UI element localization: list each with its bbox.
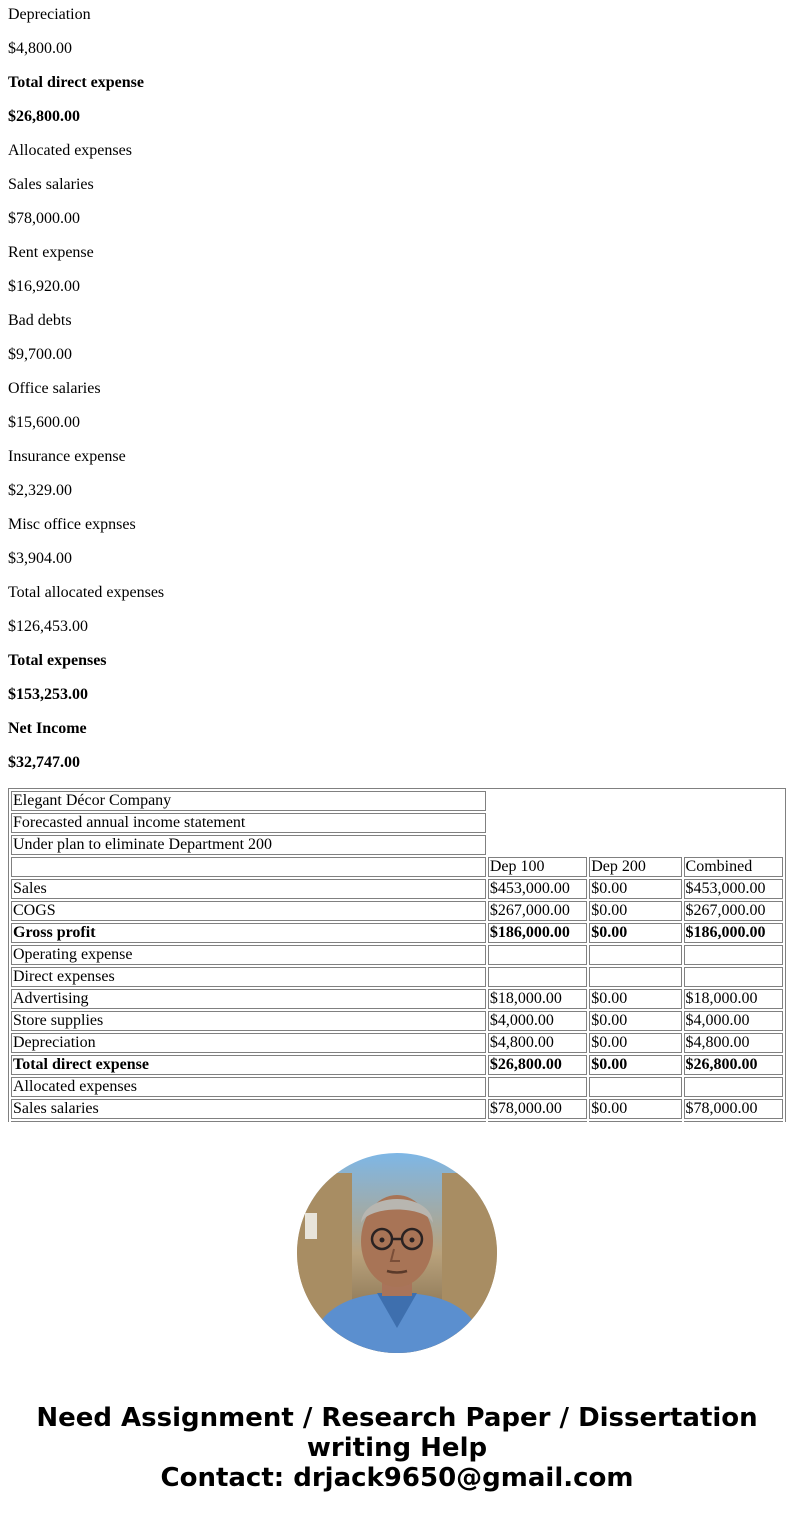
table-title-row [11,791,783,811]
dep-100-cell: $186,000.00 [488,923,587,943]
row-label-cell: Operating expense [11,945,486,965]
combined-cell [684,967,783,987]
paragraph: $4,800.00 [8,40,72,57]
avatar-portrait [297,1153,497,1353]
table-row [11,967,783,987]
dep-100-cell: $78,000.00 [488,1099,587,1119]
paragraph: $153,253.00 [8,686,88,703]
combined-cell: $26,800.00 [684,1055,783,1075]
table-row [11,901,783,921]
combined-cell: $4,000.00 [684,1011,783,1031]
dep-100-cell: $26,800.00 [488,1055,587,1075]
table-title-row [11,835,783,855]
table-row [11,1011,783,1031]
combined-cell: $18,000.00 [684,989,783,1009]
row-label-cell: Allocated expenses [11,1077,486,1097]
dep-200-cell: $0.00 [589,879,681,899]
dep-100-cell [488,967,587,987]
promo-line: Need Assignment / Research Paper / Dissertation [36,1403,758,1433]
paragraph: Net Income [8,720,87,737]
statement-title-cell: Forecasted annual income statement [11,813,486,833]
income-statement-table [8,788,786,1122]
header-cell [11,857,486,877]
dep-200-cell [589,945,681,965]
dep-200-cell: $0.00 [589,989,681,1009]
dep-200-cell: $0.00 [589,1099,681,1119]
row-label-cell: Store supplies [11,1011,486,1031]
table-row [11,1121,783,1122]
author-avatar [297,1153,497,1353]
row-label-cell: COGS [11,901,486,921]
table-header-row [11,857,783,877]
table-row [11,989,783,1009]
paragraph: Total allocated expenses [8,584,165,601]
income-statement-table-viewport[interactable] [8,788,786,1122]
paragraph: Allocated expenses [8,142,132,159]
row-label-cell: Direct expenses [11,967,486,987]
promo-line: writing Help [306,1433,488,1463]
table-row [11,1033,783,1053]
row-label-cell: Advertising [11,989,486,1009]
dep-100-cell: $4,000.00 [488,1011,587,1031]
table-row [11,1077,783,1097]
dep-100-cell: $4,800.00 [488,1033,587,1053]
paragraph: Sales salaries [8,176,94,193]
paragraph: Total direct expense [8,74,144,91]
paragraph: $78,000.00 [8,210,80,227]
combined-cell: $78,000.00 [684,1099,783,1119]
paragraph: $2,329.00 [8,482,72,499]
combined-cell [684,1121,783,1122]
combined-cell: $453,000.00 [684,879,783,899]
dep-200-cell: $0.00 [589,1055,681,1075]
header-cell-dep-100: Dep 100 [488,857,587,877]
table-row [11,923,783,943]
table-row [11,879,783,899]
paragraph: Total expenses [8,652,107,669]
combined-cell [684,945,783,965]
row-label-cell: Depreciation [11,1033,486,1053]
row-label-cell: Sales salaries [11,1099,486,1119]
row-label-cell: Total direct expense [11,1055,486,1075]
combined-cell: $267,000.00 [684,901,783,921]
table-row [11,1055,783,1075]
dep-100-cell: $18,000.00 [488,989,587,1009]
promo-banner [0,1403,794,1493]
table-row [11,1099,783,1119]
paragraph: $126,453.00 [8,618,88,635]
header-cell-combined: Combined [684,857,783,877]
dep-200-cell: $0.00 [589,1011,681,1031]
table-row [11,945,783,965]
dep-200-cell [589,1121,681,1122]
table-title-row [11,813,783,833]
dep-200-cell: $0.00 [589,1033,681,1053]
paragraph: $3,904.00 [8,550,72,567]
company-name-cell: Elegant Décor Company [11,791,486,811]
row-label-cell [11,1121,486,1122]
dep-100-cell: $453,000.00 [488,879,587,899]
dep-100-cell [488,1121,587,1122]
paragraph: Insurance expense [8,448,126,465]
paragraph: $16,920.00 [8,278,80,295]
paragraph: $15,600.00 [8,414,80,431]
row-label-cell: Gross profit [11,923,486,943]
paragraph: Depreciation [8,6,91,23]
dep-200-cell: $0.00 [589,901,681,921]
combined-cell [684,1077,783,1097]
paragraph: $32,747.00 [8,754,80,771]
combined-cell: $186,000.00 [684,923,783,943]
paragraph: Office salaries [8,380,101,397]
dep-200-cell [589,967,681,987]
plan-title-cell: Under plan to eliminate Department 200 [11,835,486,855]
dep-200-cell [589,1077,681,1097]
paragraph: $26,800.00 [8,108,80,125]
paragraph: Rent expense [8,244,94,261]
promo-contact-line: Contact: drjack9650@gmail.com [160,1463,634,1493]
dep-200-cell: $0.00 [589,923,681,943]
dep-100-cell: $267,000.00 [488,901,587,921]
header-cell-dep-200: Dep 200 [589,857,681,877]
paragraph: Misc office expnses [8,516,136,533]
combined-cell: $4,800.00 [684,1033,783,1053]
paragraph: Bad debts [8,312,72,329]
row-label-cell: Sales [11,879,486,899]
dep-100-cell [488,1077,587,1097]
paragraph: $9,700.00 [8,346,72,363]
dep-100-cell [488,945,587,965]
